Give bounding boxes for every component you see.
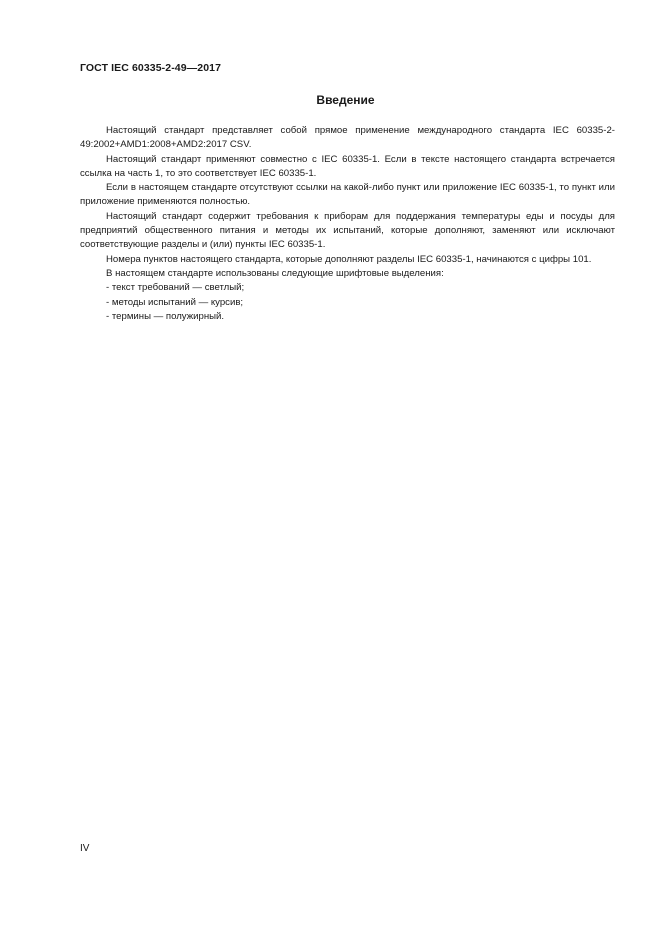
paragraph: Настоящий стандарт содержит требования к приборам для поддержания температуры еды и посуды для предприятий общественного питания и методы их испытаний, которые дополняют, заменяют или исключают соответствующие разделы и (или) пункты IEC 60335-1.	[80, 210, 615, 251]
standard-code: ГОСТ IEC 60335-2-49—2017	[80, 62, 222, 74]
paragraph: Номера пунктов настоящего стандарта, которые дополняют разделы IEC 60335-1, начинаются с цифры 101.	[106, 253, 592, 265]
section-title: Введение	[316, 93, 375, 107]
paragraph: Настоящий стандарт применяют совместно с IEC 60335-1. Если в тексте настоящего стандарта встречается ссылка на часть 1, то это соответствует IEC 60335-1.	[80, 153, 615, 179]
paragraph: Если в настоящем стандарте отсутствуют ссылки на какой-либо пункт или приложение IEC 60335-1, то пункт или приложение применяются полностью.	[80, 182, 615, 208]
paragraph: В настоящем стандарте использованы следующие шрифтовые выделения:	[106, 267, 444, 279]
font-style-item: - текст требований — светлый;	[106, 282, 245, 294]
page-number: IV	[80, 843, 90, 854]
font-style-item: - методы испытаний — курсив;	[106, 296, 244, 308]
introduction-body	[80, 124, 615, 324]
font-style-item: - термины — полужирный.	[106, 310, 225, 322]
paragraph: Настоящий стандарт представляет собой прямое применение международного стандарта IEC 60335-2-49:2002+AMD1:2008+AMD2:2017 CSV.	[80, 125, 615, 151]
